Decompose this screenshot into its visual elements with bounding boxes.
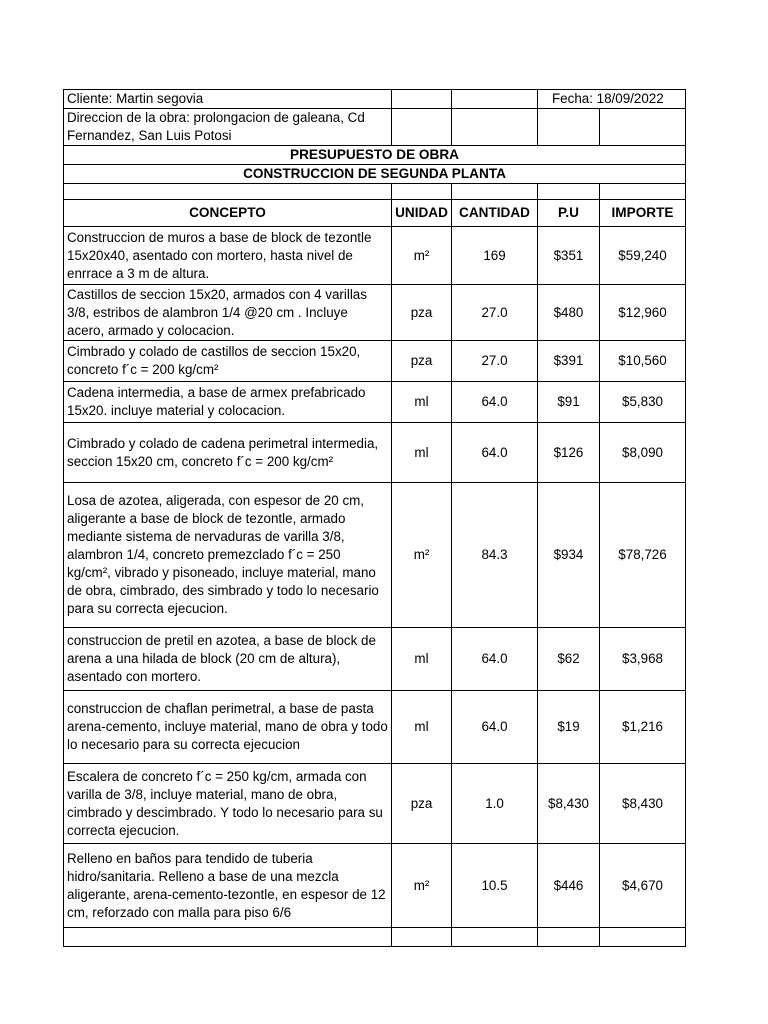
- empty-row: [64, 928, 686, 947]
- cantidad-cell: 10.5: [452, 844, 538, 928]
- header-importe: IMPORTE: [600, 200, 686, 227]
- cantidad-cell: 64.0: [452, 628, 538, 691]
- unidad-cell: m²: [392, 483, 452, 628]
- unidad-cell: m²: [392, 844, 452, 928]
- empty-cell: [600, 184, 686, 200]
- address-cell: Direccion de la obra: prolongacion de galeana, Cd Fernandez, San Luis Potosi: [64, 109, 392, 146]
- header-concepto: CONCEPTO: [64, 200, 392, 227]
- cantidad-cell: 64.0: [452, 691, 538, 764]
- empty-cell: [392, 184, 452, 200]
- cantidad-cell: 84.3: [452, 483, 538, 628]
- page-title: PRESUPUESTO DE OBRA: [64, 146, 686, 165]
- table-row: [64, 691, 686, 764]
- pu-cell: $91: [538, 382, 600, 423]
- importe-cell: $8,430: [600, 764, 686, 844]
- importe-cell: $10,560: [600, 341, 686, 382]
- unidad-cell: pza: [392, 285, 452, 341]
- date-cell: Fecha: 18/09/2022: [538, 90, 686, 109]
- header-row: [64, 200, 686, 227]
- pu-cell: $8,430: [538, 764, 600, 844]
- spacer-row: [64, 184, 686, 200]
- unidad-cell: pza: [392, 764, 452, 844]
- subtitle-row: [64, 165, 686, 184]
- empty-cell: [392, 928, 452, 947]
- pu-cell: $126: [538, 423, 600, 483]
- empty-cell: [538, 928, 600, 947]
- cantidad-cell: 64.0: [452, 423, 538, 483]
- title-row: [64, 146, 686, 165]
- cantidad-cell: 27.0: [452, 285, 538, 341]
- pu-cell: $446: [538, 844, 600, 928]
- table-row: [64, 382, 686, 423]
- pu-cell: $351: [538, 227, 600, 285]
- concepto-cell: construccion de chaflan perimetral, a base de pasta arena-cemento, incluye material, mano de obra y todo lo necesario para su correcta ejecucion: [64, 691, 392, 764]
- address-row: [64, 109, 686, 146]
- cantidad-cell: 1.0: [452, 764, 538, 844]
- concepto-cell: Castillos de seccion 15x20, armados con 4 varillas 3/8, estribos de alambron 1/4 @20 cm . Incluye acero, armado y colocacion.: [64, 285, 392, 341]
- table-row: [64, 483, 686, 628]
- unidad-cell: ml: [392, 691, 452, 764]
- concepto-cell: construccion de pretil en azotea, a base de block de arena a una hilada de block (20 cm de altura), asentado con mortero.: [64, 628, 392, 691]
- budget-table: [63, 89, 686, 947]
- empty-cell: [392, 109, 452, 146]
- empty-cell: [452, 90, 538, 109]
- header-unidad: UNIDAD: [392, 200, 452, 227]
- empty-cell: [538, 184, 600, 200]
- unidad-cell: ml: [392, 423, 452, 483]
- concepto-cell: Construccion de muros a base de block de tezontle 15x20x40, asentado con mortero, hasta nivel de enrrace a 3 m de altura.: [64, 227, 392, 285]
- empty-cell: [452, 928, 538, 947]
- cantidad-cell: 169: [452, 227, 538, 285]
- importe-cell: $8,090: [600, 423, 686, 483]
- concepto-cell: Cimbrado y colado de cadena perimetral intermedia, seccion 15x20 cm, concreto f´c = 200 kg/cm²: [64, 423, 392, 483]
- table-row: [64, 423, 686, 483]
- concepto-cell: Relleno en baños para tendido de tuberia hidro/sanitaria. Relleno a base de una mezcla aligerante, arena-cemento-tezontle, en espesor de 12 cm, reforzado con malla para piso 6/6: [64, 844, 392, 928]
- concepto-cell: Escalera de concreto f´c = 250 kg/cm, armada con varilla de 3/8, incluye material, mano de obra, cimbrado y descimbrado. Y todo lo necesario para su correcta ejecucion.: [64, 764, 392, 844]
- empty-cell: [538, 109, 600, 146]
- table-row: [64, 341, 686, 382]
- concepto-cell: Losa de azotea, aligerada, con espesor de 20 cm, aligerante a base de block de tezontle, armado mediante sistema de nervaduras de varilla 3/8, alambron 1/4, concreto premezclado f´c = 250 kg/cm², vibrado y pisoneado, incluye material, mano de obra, cimbrado, des simbrado y todo lo necesario para su correcta ejecucion.: [64, 483, 392, 628]
- empty-cell: [600, 928, 686, 947]
- importe-cell: $59,240: [600, 227, 686, 285]
- importe-cell: $78,726: [600, 483, 686, 628]
- header-pu: P.U: [538, 200, 600, 227]
- client-row: [64, 90, 686, 109]
- header-cantidad: CANTIDAD: [452, 200, 538, 227]
- empty-cell: [64, 928, 392, 947]
- client-cell: Cliente: Martin segovia: [64, 90, 392, 109]
- importe-cell: $3,968: [600, 628, 686, 691]
- importe-cell: $12,960: [600, 285, 686, 341]
- table-row: [64, 628, 686, 691]
- empty-cell: [452, 109, 538, 146]
- unidad-cell: ml: [392, 382, 452, 423]
- empty-cell: [64, 184, 392, 200]
- table-row: [64, 227, 686, 285]
- importe-cell: $5,830: [600, 382, 686, 423]
- unidad-cell: m²: [392, 227, 452, 285]
- empty-cell: [392, 90, 452, 109]
- pu-cell: $19: [538, 691, 600, 764]
- cantidad-cell: 64.0: [452, 382, 538, 423]
- pu-cell: $934: [538, 483, 600, 628]
- importe-cell: $1,216: [600, 691, 686, 764]
- concepto-cell: Cadena intermedia, a base de armex prefabricado 15x20. incluye material y colocacion.: [64, 382, 392, 423]
- pu-cell: $480: [538, 285, 600, 341]
- table-row: [64, 764, 686, 844]
- unidad-cell: ml: [392, 628, 452, 691]
- cantidad-cell: 27.0: [452, 341, 538, 382]
- table-row: [64, 844, 686, 928]
- pu-cell: $62: [538, 628, 600, 691]
- unidad-cell: pza: [392, 341, 452, 382]
- importe-cell: $4,670: [600, 844, 686, 928]
- empty-cell: [452, 184, 538, 200]
- table-row: [64, 285, 686, 341]
- concepto-cell: Cimbrado y colado de castillos de seccion 15x20, concreto f´c = 200 kg/cm²: [64, 341, 392, 382]
- page-subtitle: CONSTRUCCION DE SEGUNDA PLANTA: [64, 165, 686, 184]
- pu-cell: $391: [538, 341, 600, 382]
- empty-cell: [600, 109, 686, 146]
